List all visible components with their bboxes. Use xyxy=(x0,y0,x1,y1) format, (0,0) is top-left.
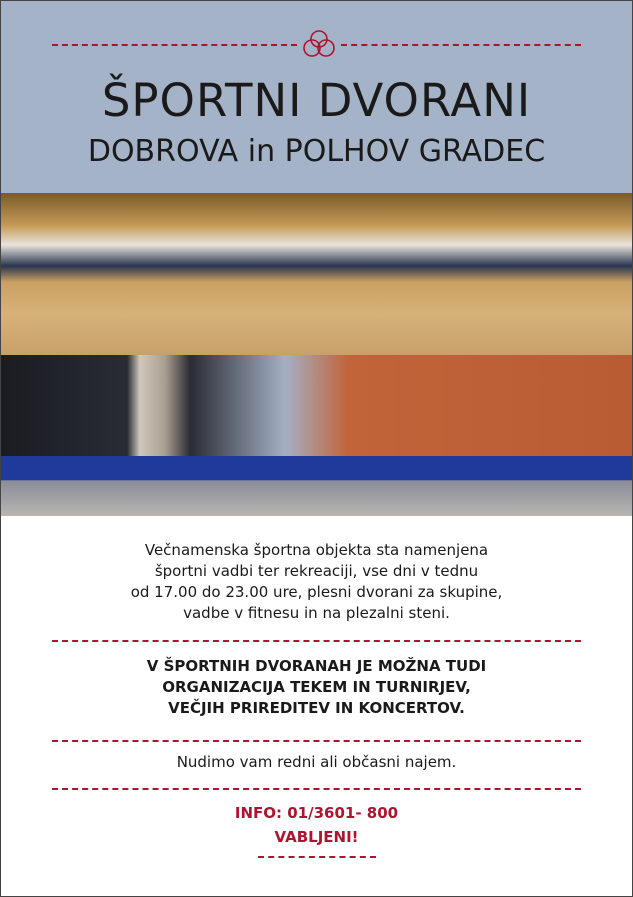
highlight-line: V ŠPORTNIH DVORANAH JE MOŽNA TUDI xyxy=(146,657,487,675)
divider xyxy=(341,44,581,46)
highlight-line: VEČJIH PRIREDITEV IN KONCERTOV. xyxy=(168,699,465,717)
divider xyxy=(52,788,581,790)
divider xyxy=(52,740,581,742)
intro-text xyxy=(0,540,633,624)
intro-line: od 17.00 do 23.00 ure, plesni dvorani za skupine, xyxy=(130,583,503,601)
intro-line: športni vadbi ter rekreaciji, vse dni v tednu xyxy=(154,562,479,580)
welcome-text: VABLJENI! xyxy=(274,828,359,846)
sports-hall-panorama-photo xyxy=(1,193,632,355)
divider xyxy=(52,44,297,46)
page-subtitle: DOBROVA in POLHOV GRADEC xyxy=(87,134,546,169)
info-phone: INFO: 01/3601- 800 xyxy=(234,804,399,822)
highlight-text xyxy=(0,656,633,719)
divider xyxy=(258,856,376,858)
page-title: ŠPORTNI DVORANI xyxy=(101,74,532,127)
intro-line: vadbe v fitnesu in na plezalni steni. xyxy=(183,604,450,622)
rings-logo-icon xyxy=(299,28,339,60)
contact-info xyxy=(0,801,633,849)
divider xyxy=(52,640,581,642)
sports-hall-interior-photo xyxy=(1,355,632,516)
intro-line: Večnamenska športna objekta sta namenjena xyxy=(144,541,489,559)
highlight-line: ORGANIZACIJA TEKEM IN TURNIRJEV, xyxy=(162,678,471,696)
rental-text: Nudimo vam redni ali občasni najem. xyxy=(176,753,457,771)
